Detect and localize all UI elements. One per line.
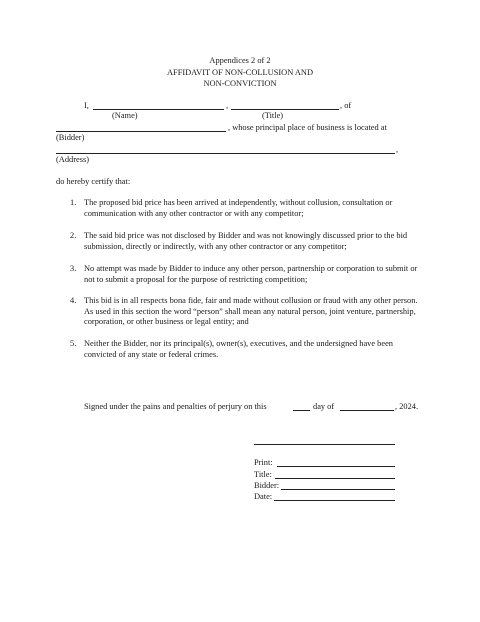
day-of-label: day of	[313, 402, 335, 411]
item-number: 5.	[70, 339, 77, 348]
business-text: , whose principal place of business is located at	[228, 123, 387, 132]
address-caption: (Address)	[56, 155, 90, 164]
appendix-label: Appendices 2 of 2	[209, 56, 271, 65]
title-line	[231, 109, 339, 110]
of-label: , of	[340, 101, 352, 110]
item-number: 3.	[70, 264, 77, 273]
list-item: The said bid price was not disclosed by Bidder and was not knowingly discussed prior to the bid submission, directly or indirectly, with any other contractor or any competitor;	[84, 231, 408, 251]
title-sign-line	[275, 478, 395, 479]
bidder-caption: (Bidder)	[56, 133, 85, 142]
title-caption: (Title)	[262, 111, 284, 120]
day-line	[293, 410, 310, 411]
print-line	[277, 466, 395, 467]
name-line	[93, 109, 224, 110]
certify-text: do hereby certify that:	[56, 177, 131, 186]
name-comma: ,	[226, 101, 229, 110]
item-number: 4.	[70, 296, 77, 305]
bidder-line	[56, 131, 226, 132]
list-item: No attempt was made by Bidder to induce any other person, partnership or corporation to submit or not to submit a proposal for the purpose of restricting competition;	[84, 264, 418, 284]
address-line	[56, 153, 395, 154]
year-label: , 2024.	[395, 402, 419, 411]
signature-line	[254, 444, 395, 445]
list-item: This bid is in all respects bona fide, fair and made without collusion or fraud with any other person. As used in this section the word “person” shall mean any natural person, joint venture, partnership, corporation, or other business or legal entity; and	[84, 296, 418, 326]
i-label: I,	[84, 101, 89, 110]
date-line	[274, 500, 395, 501]
document-title-line2: NON-CONVICTION	[203, 79, 277, 88]
list-item: The proposed bid price has been arrived at independently, without collusion, consultation or communication with any other contractor or with any competitor;	[84, 198, 393, 218]
date-label: Date:	[254, 492, 273, 501]
title-label: Title:	[254, 470, 272, 479]
document-title: AFFIDAVIT OF NON-COLLUSION AND	[166, 68, 314, 77]
signed-text: Signed under the pains and penalties of perjury on this	[84, 402, 267, 411]
month-line	[340, 410, 394, 411]
bidder-label: Bidder:	[254, 481, 280, 490]
print-label: Print:	[254, 458, 273, 467]
item-number: 1.	[70, 198, 77, 207]
name-caption: (Name)	[112, 111, 138, 120]
item-number: 2.	[70, 231, 77, 240]
bidder-sign-line	[281, 489, 395, 490]
address-comma: ,	[396, 145, 399, 154]
list-item: Neither the Bidder, nor its principal(s), owner(s), executives, and the undersigned have been convicted of any state or federal crimes.	[84, 339, 393, 359]
